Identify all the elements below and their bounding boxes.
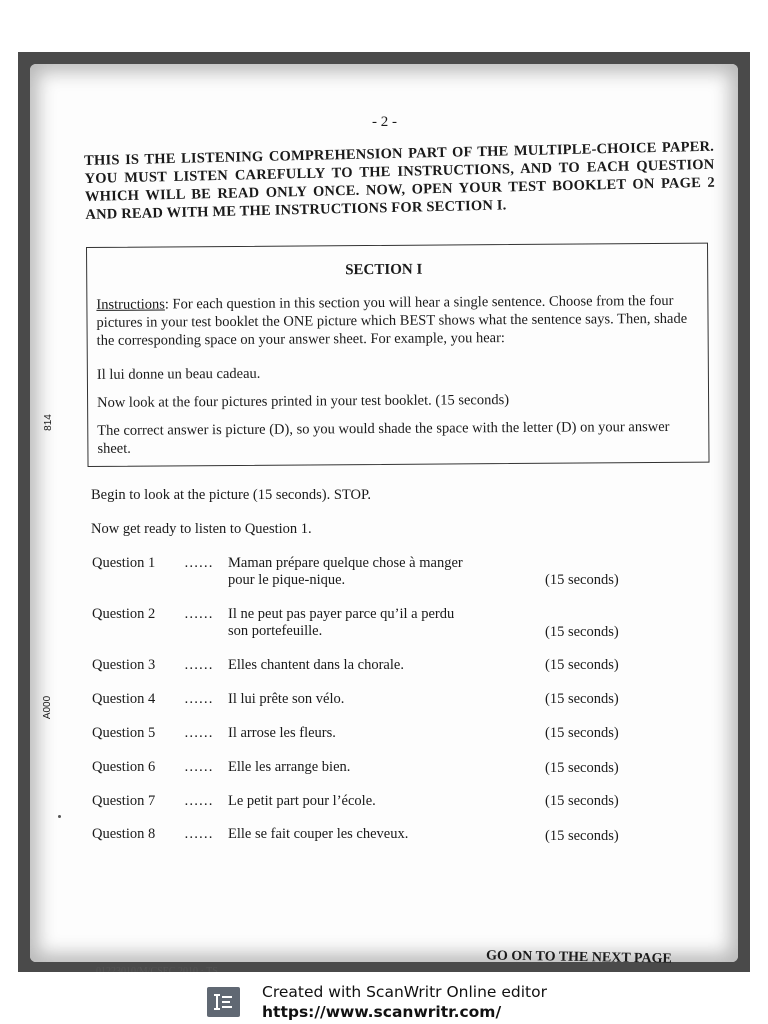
question-time: (15 seconds) [545, 657, 619, 673]
question-time: (15 seconds) [545, 572, 619, 588]
question-label: Question 7 [92, 793, 156, 809]
watermark-url[interactable]: https://www.scanwritr.com/ [262, 1003, 502, 1021]
ready-line: Now get ready to listen to Question 1. [91, 521, 312, 537]
question-text: Il lui prête son vélo. [228, 691, 345, 707]
question-text [228, 606, 528, 640]
question-row [92, 555, 637, 591]
question-text: Elles chantent dans la chorale. [228, 657, 404, 673]
question-time: (15 seconds) [545, 725, 619, 741]
question-time: (15 seconds) [545, 624, 619, 640]
question-text: Il arrose les fleurs. [228, 725, 336, 741]
question-row [92, 657, 637, 693]
question-label: Question 4 [92, 691, 156, 707]
question-row [92, 793, 637, 829]
question-text-line2: son portefeuille. [228, 623, 323, 639]
question-text-line1: Maman prépare quelque chose à manger [228, 555, 463, 571]
answer-explanation: The correct answer is picture (D), so you would shade the space with the letter (D) on your answer sheet. [97, 418, 670, 457]
page-number: - 2 - [372, 114, 397, 130]
question-label: Question 6 [92, 759, 156, 775]
question-time: (15 seconds) [545, 793, 619, 809]
question-label: Question 8 [92, 826, 156, 842]
question-time: (15 seconds) [545, 691, 619, 707]
question-time: (15 seconds) [545, 760, 619, 776]
example-sentence: Il lui donne un beau cadeau. [96, 365, 261, 383]
question-label: Question 3 [92, 657, 156, 673]
instructions-text: : For each question in this section you will hear a single sentence. Choose from the four pictures in your test booklet the ONE picture which BEST shows what the sentence says. Then, shade the corresponding space on your answer sheet. For example, you hear: [96, 292, 688, 349]
question-text [228, 555, 528, 589]
question-label: Question 1 [92, 555, 156, 571]
question-text: Elle se fait couper les cheveux. [228, 826, 409, 842]
question-label: Question 2 [92, 606, 156, 622]
look-instruction: Now look at the four pictures printed in your test booklet. (15 seconds) [97, 392, 510, 411]
side-code-top: 814 [42, 414, 54, 431]
question-row [92, 606, 637, 642]
question-text-line1: Il ne peut pas payer parce qu’il a perdu [228, 606, 455, 622]
scanwritr-logo-icon [207, 987, 240, 1017]
begin-line: Begin to look at the picture (15 seconds). STOP. [91, 487, 372, 503]
watermark-line1: Created with ScanWritr Online editor [262, 983, 547, 1001]
instructions-paragraph [96, 292, 696, 350]
question-text: Le petit part pour l’école. [228, 793, 376, 809]
question-dots: …… [184, 826, 213, 842]
question-dots: …… [184, 606, 213, 622]
question-label: Question 5 [92, 725, 156, 741]
question-time: (15 seconds) [545, 828, 619, 844]
question-row [92, 826, 637, 862]
question-row [92, 691, 637, 727]
question-row [92, 759, 637, 795]
instructions-label: Instructions [96, 296, 165, 313]
watermark-text [262, 982, 547, 1022]
intro-paragraph: THIS IS THE LISTENING COMPREHENSION PART OF THE MULTIPLE-CHOICE PAPER. YOU MUST LISTEN CAREFULLY TO THE INSTRUCTIONS, AND TO EACH QUESTION WHICH WILL BE READ ONLY ONCE. NOW, OPEN YOUR TEST BOOKLET ON PAGE 2 AND READ WITH ME THE INSTRUCTIONS FOR SECTION I. [84, 138, 716, 223]
scan-speck [58, 815, 61, 818]
question-text-line2: pour le pique-nique. [228, 572, 346, 588]
question-dots: …… [184, 759, 213, 775]
question-dots: …… [184, 725, 213, 741]
question-dots: …… [184, 555, 213, 571]
section-title: SECTION I [345, 261, 423, 279]
question-dots: …… [184, 691, 213, 707]
question-row [92, 725, 637, 761]
question-text: Elle les arrange bien. [228, 759, 351, 775]
question-dots: …… [184, 793, 213, 809]
section-instructions-box [86, 243, 710, 467]
go-on-next-page: GO ON TO THE NEXT PAGE [485, 948, 672, 967]
question-dots: …… [184, 657, 213, 673]
side-code-bottom: A000 [42, 695, 54, 720]
